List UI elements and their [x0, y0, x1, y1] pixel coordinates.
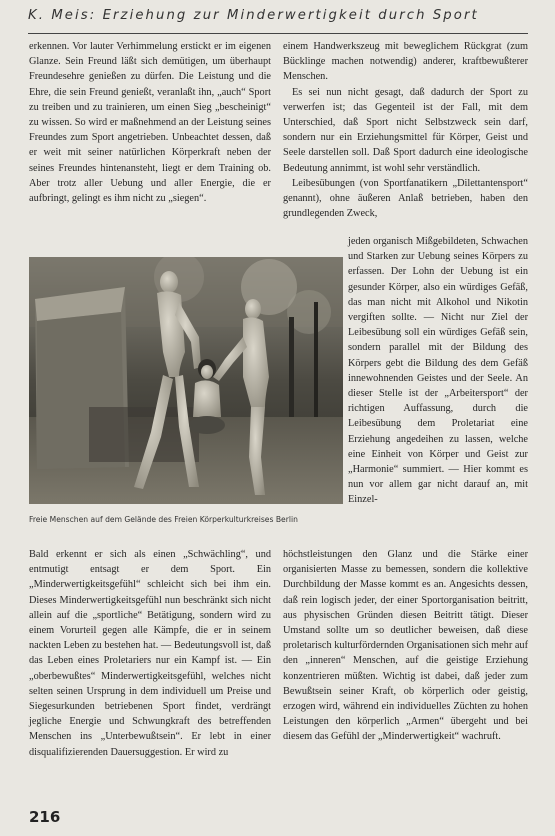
paragraph: jeden organisch Mißgebildeten, Schwachen und Starken zur Uebung seines Körpers zu erfassen. Der Lohn der Uebung ist ein gesunder Körper, also ein würdiges Gefäß, das man nicht mit Alkohol und Nikotin vergiften sollte. — Nicht nur Ziel der Leibesübung soll ein würdiges Gefäß sein, sondern parallel mit der Bildung des Körpers gebt die Bildung des dem Gefäß innewohnenden Geistes und der Seele. An dieser Stelle ist der „Arbeitersport“ der richtigen Auffassung, durch die Leibesübung dem Proletariat eine Erziehung angedeihen zu lassen, welche eine Einheit von Körper und Geist zur „Harmonie“ summiert. — Hier kommt es nun vor allem gar nicht darauf an, mit Einzel-	[348, 236, 528, 506]
running-head: K. Meis: Erziehung zur Minderwertigkeit durch Sport	[28, 8, 479, 23]
column-right-beside-photo	[348, 234, 528, 508]
page-number: 216	[29, 808, 61, 826]
halftone-photograph	[29, 257, 343, 504]
photo-caption: Freie Menschen auf dem Gelände des Freien Körperkulturkreises Berlin	[29, 515, 298, 524]
paragraph: Bald erkennt er sich als einen „Schwächling“, und entmutigt entsagt er dem Sport. Ein „Minderwertigkeitsgefühl“ schleicht sich bei ihm ein. Dieses Minderwertigkeitsgefühl nun beschränkt sich nicht allein auf die „sportliche“ Betätigung, sondern wird zu einem Vorurteil gegen alle Kämpfe, die er in seinem nackten Leben zu bestehen hat. — Bedeutungsvoll ist, daß das Leben eines Proletariers nur ein Kampf ist. — Ein „oberbewußtes“ Minderwertigkeitsgefühl, welches nicht selten seinen Ursprung in dem individuell um Preise und Siegesurkunden betriebenen Sport findet, verdrängt jegliche Energie und Schwungkraft des betreffenden Menschen ins „Unterbewußtsein“. Er lebt in einer disqualifizierenden Dauersuggestion. Er wird zu	[29, 549, 271, 758]
photo-illustration	[29, 257, 343, 504]
column-top-right	[283, 39, 528, 221]
paragraph: Leibesübungen (von Sportfanatikern „Dilettantensport“ genannt), ohne äußeren Anlaß betrieben, haben den grundlegenden Zweck,	[283, 177, 528, 220]
header-rule	[28, 33, 528, 34]
paragraph: einem Handwerkszeug mit beweglichem Rückgrat (zum Bücklinge machen notwendig) anderer, kraftbewußterer Menschen.	[283, 41, 528, 83]
paragraph: erkennen. Vor lauter Verhimmelung erstickt er im eigenen Glanze. Sein Freund läßt sich demütigen, um überhaupt Freundesehre genießen zu dürfen. Die Leistung und die Ehre, die sein Freund genießt, veranlaßt ihn, „auch“ Sport zu treiben und zu trainieren, um einen Sieg „bescheinigt“ zu wissen. So wird er maßnehmend an der Leistung seines Freundes zum Sport angetrieben. Unbeachtet dessen, daß er weit mit seiner natürlichen Körperkraft neben der seines Freundes hintenansteht, liegt er dem Training ob. Aber trotz aller Uebung und aller Energie, die er aufbringt, gelingt es ihm nicht zu „siegen“.	[29, 41, 271, 205]
column-bottom-left	[29, 547, 271, 760]
paragraph: höchstleistungen den Glanz und die Stärke einer organisierten Masse zu bemessen, sondern die kollektive Durchbildung der Masse kommt es an. Angesichts dessen, daß rein logisch jeder, der einer Sportorganisation beitritt, aus physischen Gründen diesen Beitritt tätigt. Dieser Umstand sollte um so deutlicher beweisen, daß diese proletarisch kulturfördernden Organisationen sich mehr auf den „inneren“ Menschen, auf die geistige Erziehung konzentrieren müßten. Wichtig ist dabei, daß jeder zum Bewußtsein seiner Kraft, ob körperlich oder geistig, erzogen wird, während ein individuelles Züchten zu hohen Leistungen den körperlich „Armen“ übergeht und bei diesem das Gefühl der „Minderwertigkeit“ wachruft.	[283, 549, 528, 743]
column-top-left	[29, 39, 271, 206]
paragraph: Es sei nun nicht gesagt, daß dadurch der Sport zu verwerfen ist; das Gegenteil ist der Fall, mit dem Unterschied, daß Sport nicht Selbstzweck sein darf, sondern nur ein Erziehungsmittel für Körper, Geist und Seele darstellen soll. Daß Sport dadurch eine ideologische Bedeutung annimmt, ist wohl sehr verständlich.	[283, 86, 528, 174]
column-bottom-right	[283, 547, 528, 745]
